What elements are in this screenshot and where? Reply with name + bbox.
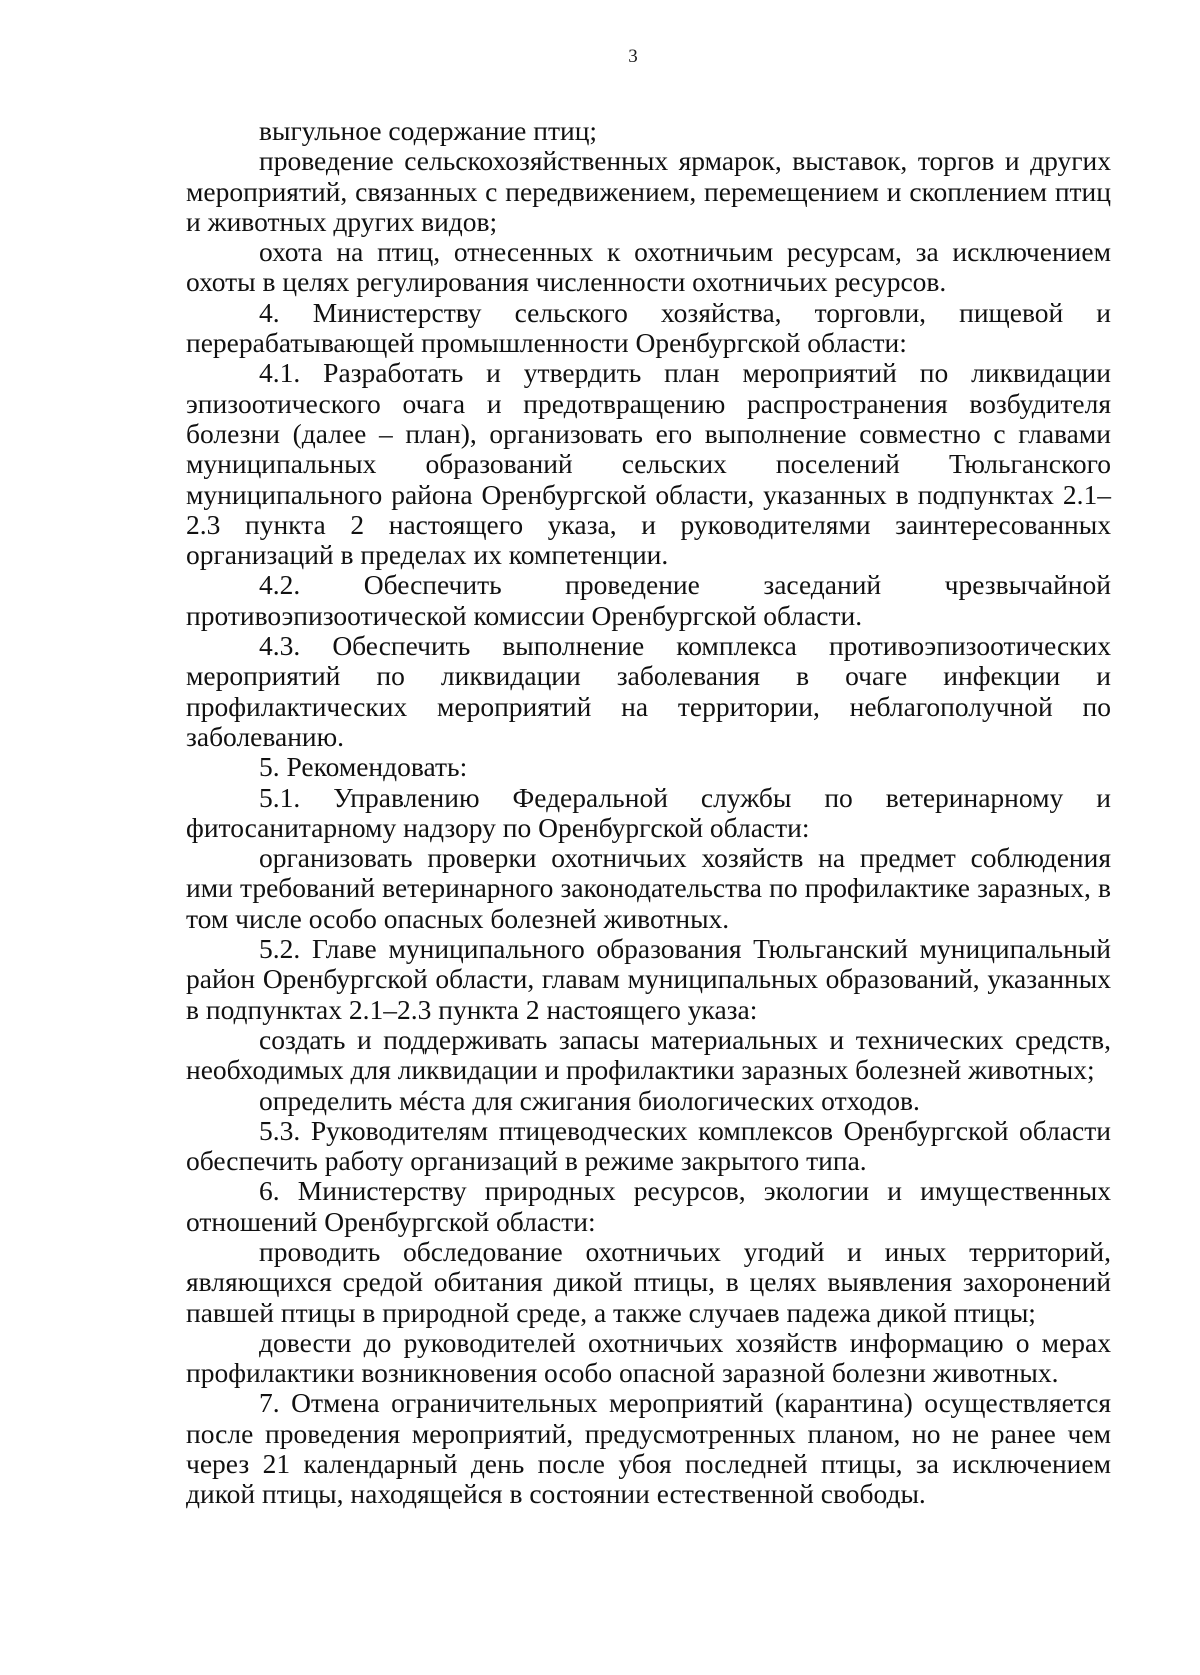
page-number: 3 <box>628 46 638 67</box>
paragraph-incineration-sites: определить мéста для сжигания биологических отходов. <box>259 1084 920 1116</box>
paragraph-survey-grounds: проводить обследование охотничьих угодий и иных территорий, являющихся средой обитания дикой птицы, в целях выявления захоронений павшей птицы в природной среде, а также случаев падежа дикой птицы; <box>186 1235 1111 1328</box>
paragraph-reserves: создать и поддерживать запасы материальных и технических средств, необходимых для ликвидации и профилактики заразных болезней животных; <box>186 1023 1111 1086</box>
paragraph-item-6: 6. Министерству природных ресурсов, экологии и имущественных отношений Оренбургской области: <box>186 1175 1111 1237</box>
paragraph-hunting-inspections: организовать проверки охотничьих хозяйств на предмет соблюдения ими требований ветеринарного законодательства по профилактике заразных, в том числе особо опасных болезней животных. <box>186 842 1111 934</box>
paragraph-item-5-1: 5.1. Управлению Федеральной службы по ветеринарному и фитосанитарному надзору по Оренбургской области: <box>186 781 1111 843</box>
paragraph-bird-hunting: охота на птиц, отнесенных к охотничьим ресурсам, за исключением охоты в целях регулирования численности охотничьих ресурсов. <box>186 236 1111 298</box>
paragraph-item-5-3: 5.3. Руководителям птицеводческих комплексов Оренбургской области обеспечить работу организаций в режиме закрытого типа. <box>186 1114 1111 1177</box>
document-body <box>186 116 1111 1510</box>
paragraph-item-4-2: 4.2. Обеспечить проведение заседаний чрезвычайной противоэпизоотической комиссии Оренбургской области. <box>186 569 1111 631</box>
paragraph-inform-managers: довести до руководителей охотничьих хозяйств информацию о мерах профилактики возникновения особо опасной заразной болезни животных. <box>186 1326 1111 1389</box>
paragraph-item-4: 4. Министерству сельского хозяйства, торговли, пищевой и перерабатывающей промышленности Оренбургской области: <box>186 296 1111 359</box>
paragraph-item-7: 7. Отмена ограничительных мероприятий (карантина) осуществляется после проведения мероприятий, предусмотренных планом, но не ранее чем через 21 календарный день после убоя последней птицы, за исключением дикой птицы, находящейся в состоянии естественной свободы. <box>186 1387 1111 1510</box>
paragraph-item-4-3: 4.3. Обеспечить выполнение комплекса противоэпизоотических мероприятий по ликвидации заболевания в очаге инфекции и профилактических мероприятий на территории, неблагополучной по заболеванию. <box>186 630 1111 752</box>
paragraph-item-4-1: 4.1. Разработать и утвердить план мероприятий по ликвидации эпизоотического очага и предотвращению распространения возбудителя болезни (далее – план), организовать его выполнение совместно с главами муниципальных образований сельских поселений Тюльганского муниципального района Оренбургской области, указанных в подпунктах 2.1–2.3 пункта 2 настоящего указа, и руководителями заинтересованных организаций в пределах их компетенции. <box>186 357 1111 571</box>
paragraph-item-5-2: 5.2. Главе муниципального образования Тюльганский муниципальный район Оренбургской области, главам муниципальных образований, указанных в подпунктах 2.1–2.3 пункта 2 настоящего указа: <box>186 933 1111 1025</box>
paragraph-outdoor-keeping: выгульное содержание птиц; <box>259 115 598 146</box>
paragraph-fairs-exhibitions: проведение сельскохозяйственных ярмарок, выставок, торгов и других мероприятий, связанных с передвижением, перемещением и скоплением птиц и животных других видов; <box>186 145 1111 237</box>
paragraph-item-5: 5. Рекомендовать: <box>259 751 468 783</box>
